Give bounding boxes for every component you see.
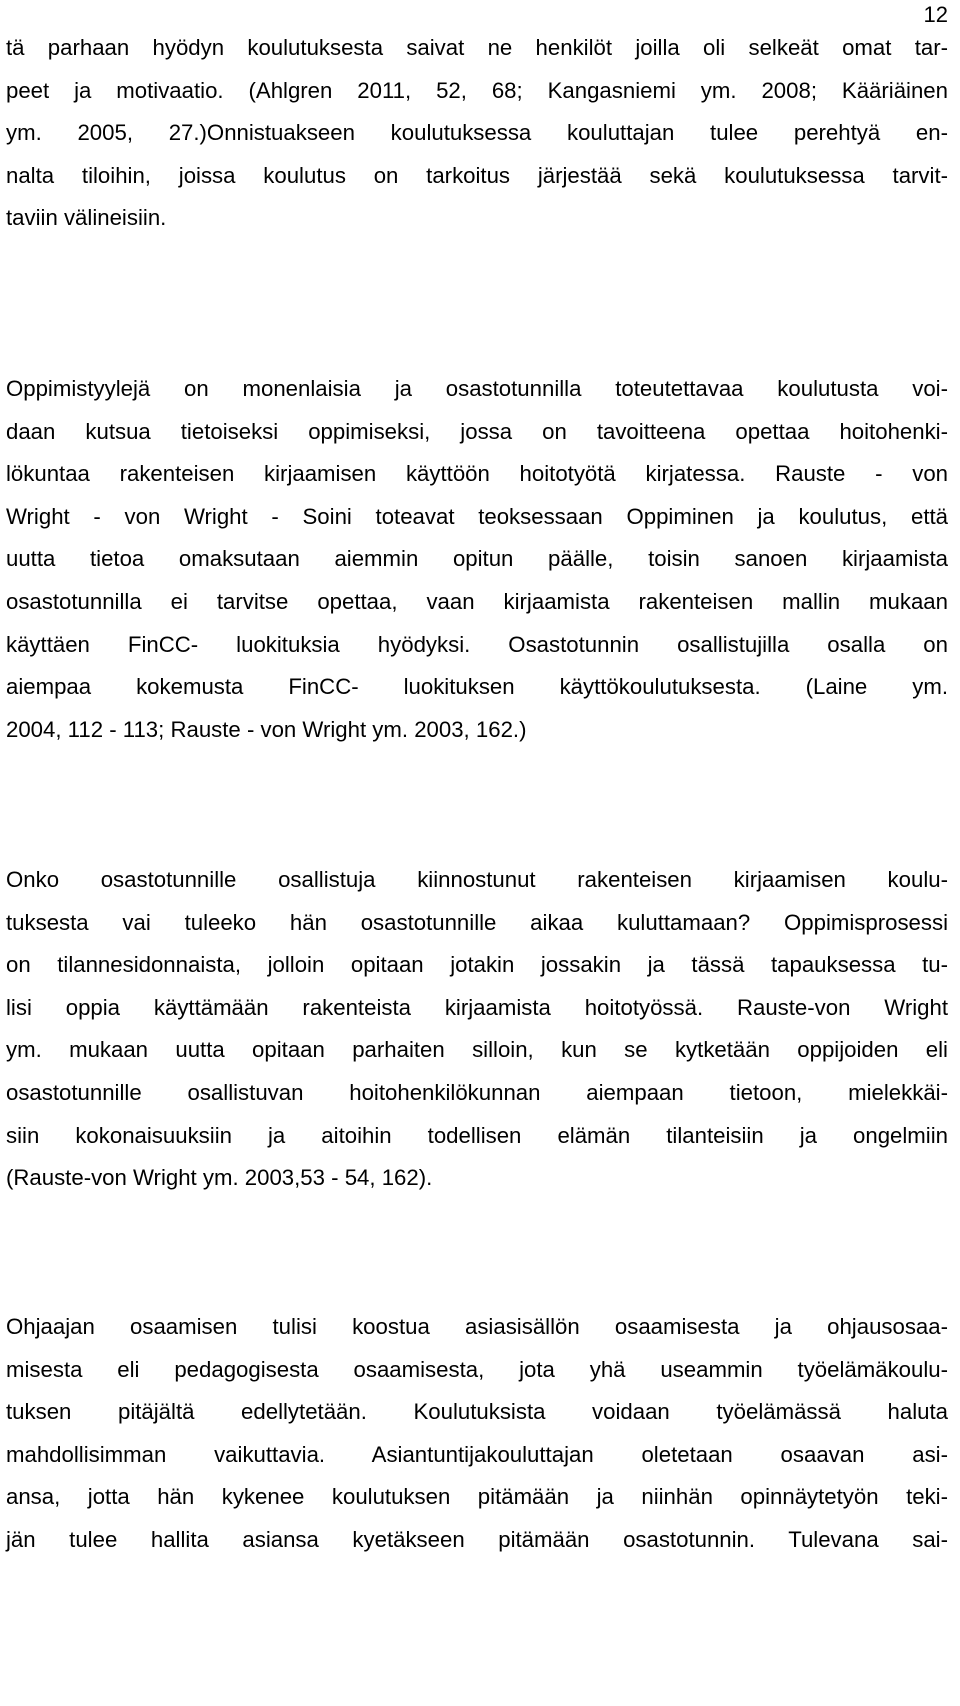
text-line: tä parhaan hyödyn koulutuksesta saivat ne henkilöt joilla oli selkeät omat tar- [6, 35, 948, 60]
text-line: misesta eli pedagogisesta osaamisesta, jota yhä useammin työelämäkoulu- [6, 1356, 948, 1382]
paragraph-learning-styles [6, 368, 948, 751]
text-line: ym. 2005, 27.)Onnistuakseen koulutuksessa kouluttajan tulee perehtyä en- [6, 120, 948, 146]
text-line: taviin välineisiin. [6, 205, 167, 231]
text-line: osastotunnille osallistuvan hoitohenkilökunnan aiempaan tietoon, mielekkäi- [6, 1079, 948, 1105]
text-line: käyttäen FinCC- luokituksia hyödyksi. Osastotunnin osallistujilla osalla on [6, 631, 948, 657]
text-line: Wright - von Wright - Soini toteavat teoksessaan Oppiminen ja koulutus, että [6, 503, 948, 529]
text-line: Onko osastotunnille osallistuja kiinnostunut rakenteisen kirjaamisen koulu- [6, 867, 948, 892]
paragraph-training-benefits [6, 27, 948, 240]
text-line: ansa, jotta hän kykenee koulutuksen pitämään ja niinhän opinnäytetyön teki- [6, 1484, 948, 1510]
page-number: 12 [923, 2, 948, 27]
text-line: uutta tietoa omaksutaan aiemmin opitun päälle, toisin sanoen kirjaamista [6, 546, 948, 572]
text-line: aiempaa kokemusta FinCC- luokituksen käyttökoulutuksesta. (Laine ym. [6, 674, 948, 700]
text-line: daan kutsua tietoiseksi oppimiseksi, jossa on tavoitteena opettaa hoitohenki- [6, 418, 948, 444]
text-line: on tilannesidonnaista, jolloin opitaan jotakin jossakin ja tässä tapauksessa tu- [6, 952, 948, 978]
paragraph-learning-process [6, 859, 948, 1200]
text-line: nalta tiloihin, joissa koulutus on tarkoitus järjestää sekä koulutuksessa tarvit- [6, 162, 948, 188]
text-line: Ohjaajan osaamisen tulisi koostua asiasisällön osaamisesta ja ohjausosaa- [6, 1314, 948, 1339]
text-line: peet ja motivaatio. (Ahlgren 2011, 52, 68; Kangasniemi ym. 2008; Kääriäinen [6, 77, 948, 103]
text-line: lisi oppia käyttämään rakenteista kirjaamista hoitotyössä. Rauste-von Wright [6, 994, 948, 1020]
paragraph-instructor-competence [6, 1306, 948, 1562]
text-line: tuksen pitäjältä edellytetään. Koulutuksista voidaan työelämässä haluta [6, 1399, 948, 1425]
text-line: lökuntaa rakenteisen kirjaamisen käyttöön hoitotyötä kirjatessa. Rauste - von [6, 461, 948, 487]
text-line: tuksesta vai tuleeko hän osastotunnille aikaa kuluttamaan? Oppimisprosessi [6, 909, 948, 935]
text-line: osastotunnilla ei tarvitse opettaa, vaan kirjaamista rakenteisen mallin mukaan [6, 588, 948, 614]
text-line: Oppimistyylejä on monenlaisia ja osastotunnilla toteutettavaa koulutusta voi- [6, 376, 948, 401]
text-line: jän tulee hallita asiansa kyetäkseen pitämään osastotunnin. Tulevana sai- [6, 1526, 948, 1552]
text-line: mahdollisimman vaikuttavia. Asiantuntijakouluttajan oletetaan osaavan asi- [6, 1441, 948, 1467]
text-line: 2004, 112 - 113; Rauste - von Wright ym. 2003, 162.) [6, 716, 527, 742]
text-line: (Rauste-von Wright ym. 2003,53 - 54, 162). [6, 1165, 433, 1191]
text-line: siin kokonaisuuksiin ja aitoihin todellisen elämän tilanteisiin ja ongelmiin [6, 1122, 948, 1148]
text-line: ym. mukaan uutta opitaan parhaiten silloin, kun se kytketään oppijoiden eli [6, 1037, 948, 1063]
